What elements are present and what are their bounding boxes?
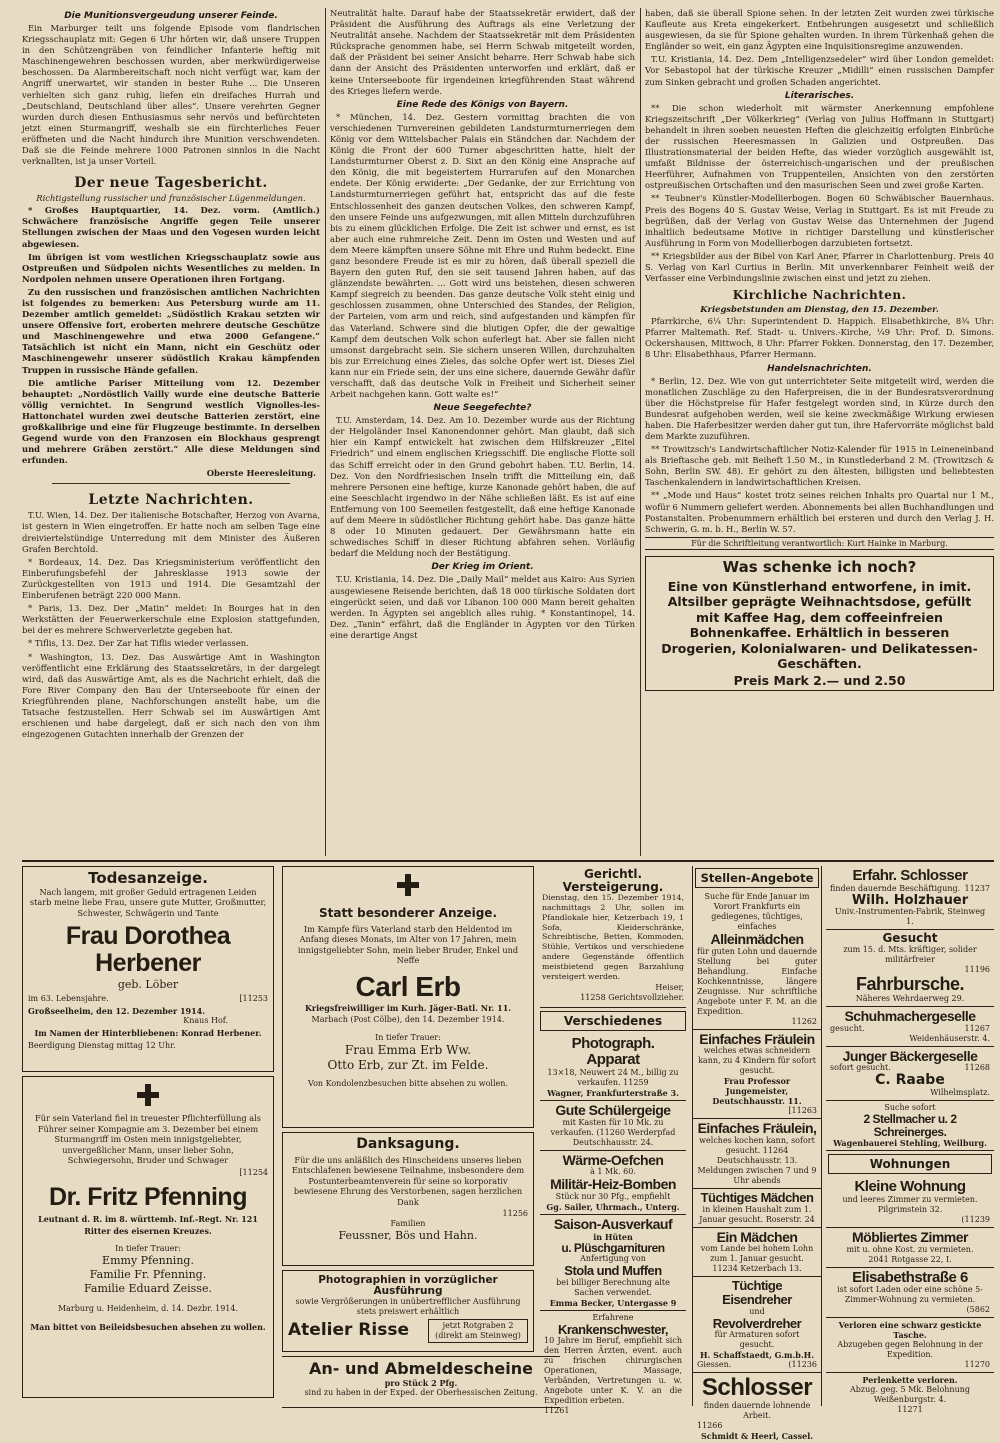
ad-heading: Erfahr. Schlosser bbox=[852, 867, 968, 884]
section-rule bbox=[22, 860, 994, 862]
ad-address: 2041 Rotgasse 22, I. bbox=[868, 1254, 952, 1264]
auction-heading: Gerichtl. Versteigerung. bbox=[562, 867, 664, 894]
tagesbericht-p4: Die amtliche Pariser Mitteilung vom 12. Dezember behauptet: „Nordöstlich Vailly wurde eine deutsche Batterie völlig vernichtet. In Sengrund westlich Vignolles-les-Hattonchatel wurden zwei deutsche Batterien zerstört, eine großkalibrige und eine für Flugzeuge bestimmte. In derselben Gegend wurde von den Franzosen ein Blockhaus gesprengt und mehrere Gräben zerstört.“ Alle diese Meldungen sind erfunden. bbox=[22, 377, 320, 466]
headline-letzte-nachrichten: Letzte Nachrichten. bbox=[88, 492, 254, 509]
ad-heading: Ein Mädchen bbox=[716, 1228, 798, 1245]
ad-text: und leeres Zimmer zu vermieten. Pilgrimstein 32. bbox=[842, 1194, 978, 1214]
ad-heading: Schuhmachergeselle bbox=[844, 1007, 976, 1024]
ad-sub: in Hüten bbox=[593, 1231, 633, 1242]
mourner-1: Frau Emma Erb Ww. bbox=[344, 1042, 472, 1057]
ad-code: (11239 bbox=[961, 1214, 990, 1224]
tagesbericht-p2: Im übrigen ist vom westlichen Kriegsschauplatz sowie aus Ostpreußen und Südpolen nichts Wesentliches zu melden. In Nordpolen nehmen unsere Operationen ihren Fortgang. bbox=[22, 251, 320, 284]
mourner-3: Familie Eduard Zeisse. bbox=[84, 1281, 212, 1295]
headline-orient: Der Krieg im Orient. bbox=[431, 562, 534, 573]
trade-p3: ** „Mode und Haus“ kostet trotz seines reichen Inhalts pro Quartal nur 1 M., wofür 6 Nummern geliefert werden. Abonnements bei allen Buchhandlungen und Postanstalten. Probenummern erhältlich bei ersteren und durch den Verlag J. H. Schwerin, G. m. b. H., Berlin W. 57. bbox=[645, 490, 994, 534]
military-rank: Kriegsfreiwilliger im Kurh. Jäger-Batl. Nr. 11. bbox=[304, 1002, 512, 1013]
headline-seegefechte: Neue Seegefechte? bbox=[433, 403, 532, 414]
ad-heading: Tüchtiges Mädchen bbox=[700, 1190, 814, 1206]
ad-signature: Schmidt & Heerl, Cassel. bbox=[700, 1430, 814, 1441]
ad-heading: Gute Schülergeige bbox=[555, 1101, 671, 1118]
ads-column-5 bbox=[692, 866, 822, 1441]
ad-address: Wilhelmsplatz. bbox=[930, 1087, 990, 1097]
ad-text: Suche sofort bbox=[884, 1102, 936, 1112]
ad-text: vom Lande bei hohem Lohn zum 1. Januar gesucht. bbox=[700, 1244, 814, 1264]
mourners-heading: In tiefer Trauer: bbox=[375, 1032, 441, 1042]
headline-literarisches: Literarisches. bbox=[784, 90, 855, 101]
ad-price: pro Stück 2 Pfg. bbox=[384, 1377, 458, 1388]
ad-code: 11268 bbox=[964, 1063, 990, 1073]
place-detail: Knaus Hof. bbox=[183, 1015, 228, 1025]
mourner-1: Emmy Pfenning. bbox=[102, 1253, 194, 1267]
ad-text: zum 15. d. Mts. kräftiger, solider militärfreier bbox=[843, 944, 977, 964]
ad-text: Stück nur 30 Pfg., empfiehlt bbox=[555, 1191, 671, 1201]
family-names: Feussner, Bös und Hahn. bbox=[338, 1229, 478, 1243]
ad-heading: Stola und Muffen bbox=[564, 1263, 662, 1279]
ad-address: 11234 Ketzerbach 13. bbox=[712, 1264, 802, 1274]
death-notice-title: Todesanzeige. bbox=[88, 869, 208, 887]
headline-rede: Eine Rede des Königs von Bayern. bbox=[396, 99, 569, 110]
ad-heading: Krankenschwester, bbox=[557, 1321, 668, 1337]
newspaper-page bbox=[22, 8, 994, 1441]
ad-signature: Emma Becker, Untergasse 9 bbox=[549, 1297, 677, 1308]
ad-heading: 2 Stellmacher u. 2 Schreinerges. bbox=[863, 1111, 957, 1139]
ad-text: sind zu haben in der Exped. der Oberhessischen Zeitung. bbox=[304, 1387, 538, 1397]
iron-cross-icon bbox=[397, 874, 419, 896]
ad-heading: Schlosser bbox=[701, 1374, 813, 1402]
letzte-p4: * Tiflis, 13. Dez. Der Zar hat Tiflis wieder verlassen. bbox=[28, 638, 249, 649]
ad-heading: Junger Bäckergeselle bbox=[842, 1047, 978, 1064]
order: Ritter des eisernen Kreuzes. bbox=[84, 1225, 212, 1236]
ad-code: (11236 bbox=[788, 1360, 817, 1370]
ad-code: 11267 bbox=[964, 1023, 990, 1033]
subhead-kirchliche: Kriegsbetstunden am Dienstag, den 15. Dezember. bbox=[700, 304, 939, 315]
ad-code: [11254 bbox=[239, 1167, 268, 1177]
ad-text: Anfertigung von bbox=[580, 1254, 646, 1264]
article-continuation: haben, daß sie überall Spione sehen. In der letzten Zeit wurden zwei türkische Kaufleute aus Kreta eingekerkert. Entbehrungen ausgesetzt und schließlich ausgewiesen, da sie für Spione gehalten wurden. In ihrem Türkenhaß gehen die Engländer so weit, ein ganz Ägypten eine Inquisitionsregime anzuwenden. bbox=[645, 8, 994, 52]
ad-text-schenke: Eine von Künstlerhand entworfene, in imit. Altsilber geprägte Weihnachtsdose, gefüllt mit Kaffee Hag, dem coffeeinfreien Bohnenkaffee. Erhältlich in besseren Drogerien, Kolonialwaren- und Delikatessen-Geschäften. bbox=[661, 578, 978, 672]
ad-price-schenke: Preis Mark 2.— und 2.50 bbox=[733, 672, 906, 688]
letzte-p5: * Washington, 13. Dez. Das Auswärtige Amt in Washington veröffentlicht eine Erklärung des Staatssekretärs, in der dargelegt wird, daß das Auswärtige Amt, als es die Nachricht erhielt, daß die Fore River Company den Bau der Unterseeboote für einen der Kriegführenden plane, Nachforschungen anstellt habe, um die Tatsache festzustellen. Herr Schwab sei im Auswärtigen Amt erschienen und habe dargelegt, daß er sich nach den von ihm eingezogenen Gutachten innerhalb der Grenzen der bbox=[22, 651, 320, 740]
column-1 bbox=[22, 8, 320, 856]
ad-heading: Einfaches Fräulein, bbox=[697, 1120, 817, 1137]
company-name: C. Raabe bbox=[875, 1072, 945, 1089]
article-kristiania: T.U. Kristiania, 14. Dez. Dem „Intelligenzsedeler“ wird über London gemeldet: Vor Sebastopol hat der türkische Kreuzer „Midilli“ einen russischen Dampfer zum Sinken gebracht und großen Schaden angerichtet. bbox=[645, 54, 994, 87]
ad-text: welches kochen kann, sofort gesucht. 11264 bbox=[699, 1136, 815, 1156]
article-rede: * München, 14. Dez. Gestern vormittag brachten die von verschiedenen Turnvereinen gebildeten Landsturmturnerriegen dem König vor dem Wittelsbacher Palais ein Ständchen dar. Nachdem der König die Front der 600 Turner abgeschritten hatte, hielt der Landsturmturner Oberst z. D. Sixt an den König eine Ansprache auf den König, die mit begeistertem Hurrarufen auf den Monarchen endete. Der König erwiderte: „Der Gedanke, der zur Errichtung von Landsturmturnerriegen geführt hat, entspricht das auf die feste Entschlossenheit des ganzen deutschen Volkes, den schweren Kampf, den unsere Feinde uns aufgezwungen, mit allen Mitteln durchzuführen bis zu einem glücklichen Erfolge. Die Zeit ist schwer und ernst, es ist aber auch eine ruhmreiche Zeit. Denn im Osten und Westen und auf dem Meere kämpften unsere Söhne mit Ehre und Ruhm bedeckt. Eine ganz besondere Freude ist es mir zu hören, daß überall speziell die Bayern den guten Ruf, den sie seit tausend Jahren haben, auf das glänzendste bewährten. ... Gott wird uns beistehen, diesen schweren Kampf siegreich zu beenden. Das ganze deutsche Volk steht einig und geschlossen zusammen, ohne Unterschied des Standes, der Religion, der Parteien, vom arm und reich, sind aufgestanden und kämpfen für das Vaterland. Schwere sind die blutigen Opfer, die der gewaltige Kampf dem deutschen Volk schon auferlegt hat. Aber sie fallen nicht umsonst dargebracht sein. Sie sichern unseren Willen, durchzuhalten bis zur Erreichung eines Zieles, das solche Opfer wert ist. Dieses Ziel kann nur ein Friede sein, der uns eine sichere, dauernde Gewähr dafür verschafft, daß das deutsche Volk in Freiheit und Sicherheit seiner Arbeit nachgehen kann. Gott walte es!“ bbox=[330, 111, 635, 400]
notice-text: Für sein Vaterland fiel in treuester Pflichterfüllung als Führer seiner Kompagnie am 3. Dezember bei einem Sturmangriff im Osten mein innigstgeliebter, unvergeßlicher Mann, unser lieber Sohn, Schwiegersohn, Bruder und Schwager bbox=[35, 1113, 261, 1165]
article-munition: Ein Marburger teilt uns folgende Episode vom flandrischen Kriegsschauplatz mit: Gegen 6 Uhr hörten wir, daß unsere Truppen in den Schützengräben von feindlicher Infanterie heftig mit Maschinengewehren beschossen wurden, aber merkwürdigerweise beschossen. Da Alarmbereitschaft noch nicht verfügt war, kam der Angriff unerwartet, wir standen in bester Ruhe ... Die Unseren verhielten sich ganz ruhig, liefen ein dreifaches Hurrah und „Deutschland, Deutschland über alles“. Unsere verehrten Gegner wurden durch diesen Enthusiasmus sehr nervös und befürchteten jetzt einen Sturmangriff, weshalb sie ein fürchterliches Feuer eröffneten und die Nacht hindurch ihre Munition verschwendeten. Daß sie die Feinde mehrere 1000 Patronen sinnlos in die Nacht verknallten, ist ja unser Vorteil. bbox=[22, 23, 320, 167]
ad-address: Näheres Wehrdaerweg 29. bbox=[855, 993, 965, 1003]
ad-code: (5862 bbox=[966, 1305, 990, 1315]
iron-cross-icon bbox=[137, 1084, 159, 1106]
place-date: Marburg u. Heidenheim, d. 14. Dezbr. 1914. bbox=[57, 1303, 239, 1313]
ad-code: 11237 bbox=[964, 883, 990, 893]
condolence-note: Man bittet von Beileidsbesuchen absehen zu wollen. bbox=[30, 1321, 266, 1332]
studio-name: Atelier Risse bbox=[288, 1320, 409, 1341]
ad-text: gesucht. bbox=[830, 1023, 865, 1033]
ad-heading: Verloren eine schwarz gestickte Tasche. bbox=[838, 1320, 982, 1341]
ad-sub: Erfahrene bbox=[592, 1312, 634, 1322]
mourner-2: Otto Erb, zur Zt. im Felde. bbox=[327, 1057, 489, 1072]
signature-heeresleitung: Oberste Heeresleitung. bbox=[206, 468, 316, 479]
deceased-name: Carl Erb bbox=[355, 970, 461, 1002]
article-continuation: Neutralität halte. Darauf habe der Staatssekretär erwidert, daß der Präsident die Ausführung des Auftrags als eine Verletzung der Neutralität ansehe. Nachdem der Staatssekretär mit dem Präsidenten Rücksprache genommen habe, sei Herrn Schwab mitgeteilt worden, daß der Präsident bei seiner Ansicht beharre. Herr Schwab habe sich dann der Ansicht des Präsidenten unterworfen und erklärt, daß er keine Unterseeboote für irgendeinen kriegführenden Staat während des Krieges liefern werde. bbox=[330, 8, 635, 96]
ad-code: 11266 bbox=[697, 1420, 723, 1430]
ad-heading: Einfaches Fräulein bbox=[699, 1030, 815, 1047]
ad-text: 10 Jahre im Beruf, empfiehlt sich den Herren Ärzten, event. auch zu frischen chirurgischen Operationen, Massage, Verbänden, Vertretungen u. w. Angebote unter K. V. an die Expedition erbeten. bbox=[544, 1336, 682, 1406]
ad-text: bei billiger Berechnung alte Sachen verwendet. bbox=[556, 1277, 670, 1297]
auction-text: Dienstag, den 15. Dezember 1914, nachmittags 2 Uhr, sollen im Pfandlokale hier, Ketzerbach 19, 1 Sofa, Kleiderschränke, Schreibtische, Betten, Kommoden, Stühle, Vertikos und verschiedene andere Gegenstände öffentlich meistbietend gegen Barzahlung versteigert werden. bbox=[542, 893, 684, 981]
notice-title: Statt besonderer Anzeige. bbox=[318, 906, 498, 920]
ad-code: 11262 bbox=[791, 1016, 817, 1026]
ad-city: Giessen. bbox=[697, 1360, 732, 1370]
ad-text: ist sofort Laden oder eine schöne 5-Zimmer-Wohnung zu vermieten. bbox=[837, 1285, 983, 1305]
divider bbox=[52, 483, 290, 484]
ad-signature: H. Schaffstaedt, G.m.b.H. bbox=[700, 1350, 814, 1361]
ad-text: Abzug. geg. 5 Mk. Belohnung Weißenburgstr. 4. bbox=[849, 1385, 970, 1405]
literary-p1: ** Die schon wiederholt mit wärmster Anerkennung empfohlene Kriegszeitschrift „Der Völkerkrieg“ (Verlag von Julius Hoffmann in Stuttgart) behandelt in ihren soeben neuesten Heften die gleichzeitig erfolgten Einbrüche der russischen Heeresmassen in Galizien und Ostpreußen. Das Illustrationsmaterial der beiden Hefte, das wieder vorzüglich ausgewählt ist, umfaßt Bildnisse der österreichisch-ungarischen und der preußischen Heerführer, Aufnahmen von Truppenteilen, Ansichten von den zerstörten ostpreußischen Ortschaften und den masurischen Seen und zwei große Karten. bbox=[645, 102, 994, 191]
deceased-name: Dr. Fritz Pfenning bbox=[49, 1182, 247, 1211]
place-date: Marbach (Post Cölbe), den 14. Dezember 1914. bbox=[311, 1014, 505, 1024]
ad-code: 11256 bbox=[502, 1209, 528, 1219]
death-notice-pfenning bbox=[22, 1076, 274, 1398]
death-notice-text: Nach langem, mit großer Geduld ertragenen Leiden starb meine liebe Frau, unsere gute Mutter, Großmutter, Schwester, Schwägerin und Tante bbox=[29, 886, 267, 918]
ad-heading: u. Plüschgarnituren bbox=[561, 1240, 665, 1255]
place-date: Großseelheim, den 12. Dezember 1914. bbox=[28, 1005, 206, 1016]
ad-text: mit Kasten für 10 Mk. zu verkaufen. (11260 Werderpfad Deutschhausstr. 24. bbox=[550, 1117, 676, 1147]
ad-address: Wagner, Frankfurterstraße 3. bbox=[547, 1087, 679, 1098]
literary-p2: ** Teubner's Künstler-Modellierbogen. Bogen 60 Schwäbischer Bauernhaus. Preis des Bogens 40 S. Gustav Weise, Verlag in Stuttgart. Es ist mit Freude zu begrüßen, daß der Verlag von Gustav Weise das Unternehmen der Jugend inhaltlich bedeutsame Motive in richtiger Darstellung und künstlerischer Ausführung in Form von Modellierbogen darzubieten fortsetzt. bbox=[645, 193, 994, 248]
ad-code: 11270 bbox=[964, 1360, 990, 1370]
ad-heading: Wärme-Oefchen bbox=[562, 1151, 664, 1168]
mourner-2: Familie Fr. Pfenning. bbox=[89, 1267, 207, 1281]
ad-heading: Revolverdreher bbox=[712, 1315, 802, 1331]
ad-text: in kleinen Haushalt zum 1. Januar gesucht. Roserstr. 24 bbox=[699, 1204, 815, 1224]
ad-code: [11263 bbox=[788, 1106, 817, 1116]
ad-address: Deutschhausstr. 13. Meldungen zwischen 7 und 9 Uhr abends bbox=[697, 1156, 817, 1186]
tagesbericht-p3: Zu den russischen und französischen amtlichen Nachrichten ist folgendes zu bemerken: Aus Petersburg wurde am 11. Dezember amtlich gemeldet: „Südöstlich Krakau setzten wir unsere Offensive fort, eroberten mehrere deutsche Geschütze und Maschinengewehre und etwa 2000 Gefangene.“ Tatsächlich ist nicht ein Mann, nicht ein Geschütz oder Maschinengewehr unserer südöstlich Krakau kämpfenden Truppen in russische Hände gefallen. bbox=[22, 286, 320, 375]
ad-heading: An- und Abmeldescheine bbox=[309, 1359, 533, 1378]
burial-info: Beerdigung Dienstag mittag 12 Uhr. bbox=[28, 1040, 176, 1050]
ad-heading: Tüchtige Eisendreher bbox=[722, 1278, 792, 1308]
ad-address: Weidenhäuserstr. 4. bbox=[909, 1033, 990, 1043]
headline-kirchliche: Kirchliche Nachrichten. bbox=[732, 288, 907, 303]
age: im 63. Lebensjahre. bbox=[28, 993, 109, 1003]
auction-signature: Heiser, bbox=[655, 983, 684, 993]
thanks-title: Danksagung. bbox=[356, 1136, 460, 1152]
trade-p2: ** Trowitzsch's Landwirtschaftlicher Notiz-Kalender für 1915 in Leineneinband als Brieftasche geb. mit Beiheft 1.50 M., in Kunstlederband 2 M. (Trowitzsch & Sohn, Berlin SW. 48). Er gehört zu den ältesten, billigsten und beliebtesten Taschenkalendern in landwirtschaftlichen Kreisen. bbox=[645, 444, 994, 488]
notice-text: Im Kampfe fürs Vaterland starb den Heldentod im Anfang dieses Monats, im Alter von 17 Jahren, mein innigstgeliebter Sohn, mein lieber Bruder, Enkel und Neffe bbox=[297, 923, 519, 966]
ad-text: 13×18, Neuwert 24 M., billig zu verkaufen. 11259 bbox=[547, 1067, 679, 1087]
maiden-name: geb. Löber bbox=[117, 977, 179, 991]
ad-heading: Saison-Ausverkauf bbox=[553, 1215, 673, 1232]
thanks-notice bbox=[282, 1132, 534, 1266]
imprint: Für die Schriftleitung verantwortlich: Kurt Hainke in Marburg. bbox=[645, 537, 994, 550]
death-notice-erb bbox=[282, 866, 534, 1128]
studio-address: jetzt Rotgraben 2 (direkt am Steinweg) bbox=[428, 1319, 528, 1343]
families-label: Familien bbox=[390, 1219, 426, 1229]
condolence-note: Von Kondolenzbesuchen bitte absehen zu wollen. bbox=[308, 1078, 508, 1088]
thanks-text: Für die uns anläßlich des Hinscheidens unseres lieben Entschlafenen bewiesene Teilnahme, insbesondere dem Postunterbeamtenverein für seine so korporativ bewiesene Ehrung des Verstorbenen, sagen herzlichen Dank bbox=[291, 1154, 525, 1207]
ad-heading: Gesucht bbox=[882, 931, 938, 946]
column-rule bbox=[325, 8, 326, 856]
church-schedule: Pfarrkirche, 6¼ Uhr: Superintendent D. Happich. Elisabethkirche, 8¾ Uhr: Pfarrer Maltemath. Ref. Stadt- u. Univers.-Kirche, ¼9 Uhr: Prof. D. Simons. Ockershausen, Mittwoch, 8 Uhr: Pfarrer Fokken. Donnerstag, den 17. Dezember, 8 Uhr: Elisabethhaus, Pfarrer Hermann. bbox=[645, 316, 994, 360]
ad-code: [11253 bbox=[239, 993, 268, 1003]
military-rank: Leutnant d. R. im 8. württemb. Inf.-Regt. Nr. 121 bbox=[38, 1213, 258, 1224]
ad-heading: Möbliertes Zimmer bbox=[852, 1228, 968, 1245]
deceased-name: Frau Dorothea Herbener bbox=[65, 922, 231, 977]
letzte-p1: T.U. Wien, 14. Dez. Der italienische Botschafter, Herzog von Avarna, ist gestern in Wien eingetroffen. Er hatte noch am selben Tage eine dreiviertelstündige Unterredung mit dem Minister des Äußeren Grafen Berchtold. bbox=[22, 510, 320, 554]
ad-heading: Perlenkette verloren. bbox=[862, 1375, 958, 1386]
death-notice-herbener bbox=[22, 866, 274, 1072]
mourners-heading: In tiefer Trauer: bbox=[115, 1243, 181, 1253]
ad-heading: Fahrbursche. bbox=[855, 973, 965, 994]
subhead-tagesbericht: Richtigstellung russischer und französischer Lügenmeldungen. bbox=[36, 193, 306, 204]
letzte-p3: * Paris, 13. Dez. Der „Matin“ meldet: In Bourges hat in den Werkstätten der Feuerwerkerschule eine Explosion stattgefunden, bei der es mehrere Schwerverletzte gegeben hat. bbox=[22, 603, 320, 636]
ad-price: à 1 Mk. 60. bbox=[590, 1167, 636, 1177]
ads-column-6 bbox=[826, 866, 994, 1415]
ad-signature: Gg. Sailer, Uhrmach., Unterg. bbox=[546, 1201, 680, 1212]
section-verschiedenes: Verschiedenes bbox=[540, 1011, 686, 1031]
literary-p3: ** Kriegsbilder aus der Bibel von Karl Aner, Pfarrer in Charlottenburg. Preis 40 S. Verlag von Karl Curtius in Berlin. Mit unverkennbarer Feinheit weiß der Verfasser eine Verbindungslinie zwischen einst und jetzt zu ziehen. bbox=[645, 250, 994, 284]
mourners: Im Namen der Hinterbliebenen: Konrad Herbener. bbox=[34, 1027, 262, 1038]
trade-p1: * Berlin, 12. Dez. Wie von gut unterrichteter Seite mitgeteilt wird, werden die monatlichen Zuschläge zu den Haferpreisen, die in der Bundesratsverordnung über die Höchstpreise für Hafer festgelegt worden sind, in Kürze durch den Bundesrat aufgehoben werden, weil sie keine zweckmäßige Wirkung erwiesen haben. Die Haferbesitzer werden daher gut tun, ihre Hafervorräte möglichst bald dem Markte zuzuführen. bbox=[645, 375, 994, 441]
headline-tagesbericht: Der neue Tagesbericht. bbox=[74, 175, 268, 192]
ad-text: sofort gesucht. bbox=[830, 1063, 891, 1073]
letzte-p2: * Bordeaux, 14. Dez. Das Kriegsministerium veröffentlicht den Einberufungsbefehl der Jahresklasse 1913 sowie der Zurückgestellten von 1913 und 1914. Die Gesamtzahl der Einberufenen beträgt 220 000 Mann. bbox=[22, 556, 320, 601]
ad-heading-schenke: Was schenke ich noch? bbox=[722, 557, 917, 576]
tagesbericht-p1: * Großes Hauptquartier, 14. Dez. vorm. (Amtlich.) Schwächere französische Angriffe gegen Teile unserer Stellungen zwischen der Maas und den Vogesen wurden leicht abgewiesen. bbox=[22, 205, 320, 249]
ad-text: mit u. ohne Kost. zu vermieten. bbox=[846, 1244, 974, 1254]
section-stellen: Stellen-Angebote bbox=[695, 868, 819, 888]
ad-sub: und bbox=[749, 1306, 765, 1316]
column-2 bbox=[330, 8, 635, 856]
ad-text: für Armaturen sofort gesucht. bbox=[714, 1330, 800, 1350]
column-rule bbox=[640, 8, 641, 856]
ad-code: 11261 bbox=[544, 1406, 570, 1416]
ad-signature: Frau Professor Jungemeister, Deutschhausstr. 11. bbox=[712, 1076, 802, 1107]
ad-forms bbox=[282, 1356, 560, 1408]
ad-atelier-risse bbox=[282, 1270, 534, 1352]
ad-code: 11271 bbox=[897, 1405, 923, 1415]
auction-code: 11258 Gerichtsvollzieher. bbox=[580, 993, 684, 1003]
ad-heading: Photographien in vorzüglicher Ausführung bbox=[318, 1274, 498, 1298]
article-seegefechte: T.U. Amsterdam, 14. Dez. Am 10. Dezember wurde aus der Richtung der Helgoländer Insel Kanonendonner gehört. Man glaubt, daß sich hier ein Kampf entwickelt hat zwischen dem Hilfskreuzer „Eitel Friedrich“ und einem englischen Kriegsschiff. Die englische Flotte soll das Schiff erreicht oder in den Grund gebohrt haben. T.U. Berlin, 14. Dez. Von den Nordfriesischen Inseln trifft die Mitteilung ein, daß mehrere Personen eine heftige, kurze Kanonade gehört haben, die auf eine Seeschlacht irgendwo in der Nähe schließen läßt. Es ist auf eine Entfernung von 100 Seemeilen festgestellt, daß eine heftige Kanonade auf dem Meere in südöstlicher Richtung gehört habe. Das ganze hätte 8 oder 10 Minuten gedauert. Der Gewährsmann hatte ein schwedisches Schiff in dieser Richtung abfahren sehen. Vorläufig bedarf die Meldung noch der Bestätigung. bbox=[330, 415, 635, 559]
ad-text: finden dauernde Beschäftigung. bbox=[830, 883, 961, 893]
ad-text: welches etwas schneidern kann, zu 4 Kindern für sofort gesucht. bbox=[698, 1046, 816, 1076]
company-detail: Univ.-Instrumenten-Fabrik, Steinweg 1. bbox=[834, 907, 986, 927]
column-3 bbox=[645, 8, 994, 856]
ad-text: Suche für Ende Januar im Vorort Frankfurts ein gediegenes, tüchtiges, einfaches bbox=[704, 892, 810, 931]
ads-column-4 bbox=[540, 866, 686, 1416]
ad-heading: Elisabethstraße 6 bbox=[852, 1268, 968, 1286]
headline-handel: Handelsnachrichten. bbox=[767, 363, 872, 374]
ad-code: 11196 bbox=[964, 964, 990, 974]
section-wohnungen: Wohnungen bbox=[828, 1154, 992, 1174]
ad-text: Abzugeben gegen Belohnung in der Expedition. bbox=[837, 1340, 983, 1360]
article-orient: T.U. Kristiania, 14. Dez. Die „Daily Mail“ meldet aus Kairo: Aus Syrien ausgewiesene Reisende berichten, daß 18 000 türkische Soldaten dort eingerückt seien, und daß vor Libanon 100 000 Mann bereit gehalten werden. In Ägypten sei angeblich alles ruhig. * Konstantinopel, 14. Dez. „Tanin“ erfährt, daß die Engländer in Ägypten vor den Türken eine derartige Angst bbox=[330, 574, 635, 640]
company-name: Wilh. Holzhauer bbox=[851, 892, 969, 908]
headline-munition: Die Munitionsvergeudung unserer Feinde. bbox=[64, 11, 278, 21]
ad-signature: Wagenbauerei Stehling, Weilburg. bbox=[833, 1138, 987, 1149]
ad-heading: Alleinmädchen bbox=[710, 931, 804, 947]
ad-text: für guten Lohn und dauernde Stellung bei guter Behandlung. Einfache Kochkenntnisse, längere Zeugnisse. Nur schriftliche Angebote unter F. M. an die Expedition. bbox=[697, 946, 817, 1016]
ad-text: sowie Vergrößerungen in unübertrefflicher Ausführung stets preiswert erhältlich bbox=[295, 1297, 521, 1317]
ad-heading: Militär-Heiz-Bomben bbox=[550, 1176, 676, 1193]
ad-heading: Photograph. Apparat bbox=[571, 1035, 655, 1069]
ad-text: finden dauernde lohnende Arbeit. bbox=[703, 1400, 811, 1420]
ad-heading: Kleine Wohnung bbox=[854, 1178, 966, 1196]
